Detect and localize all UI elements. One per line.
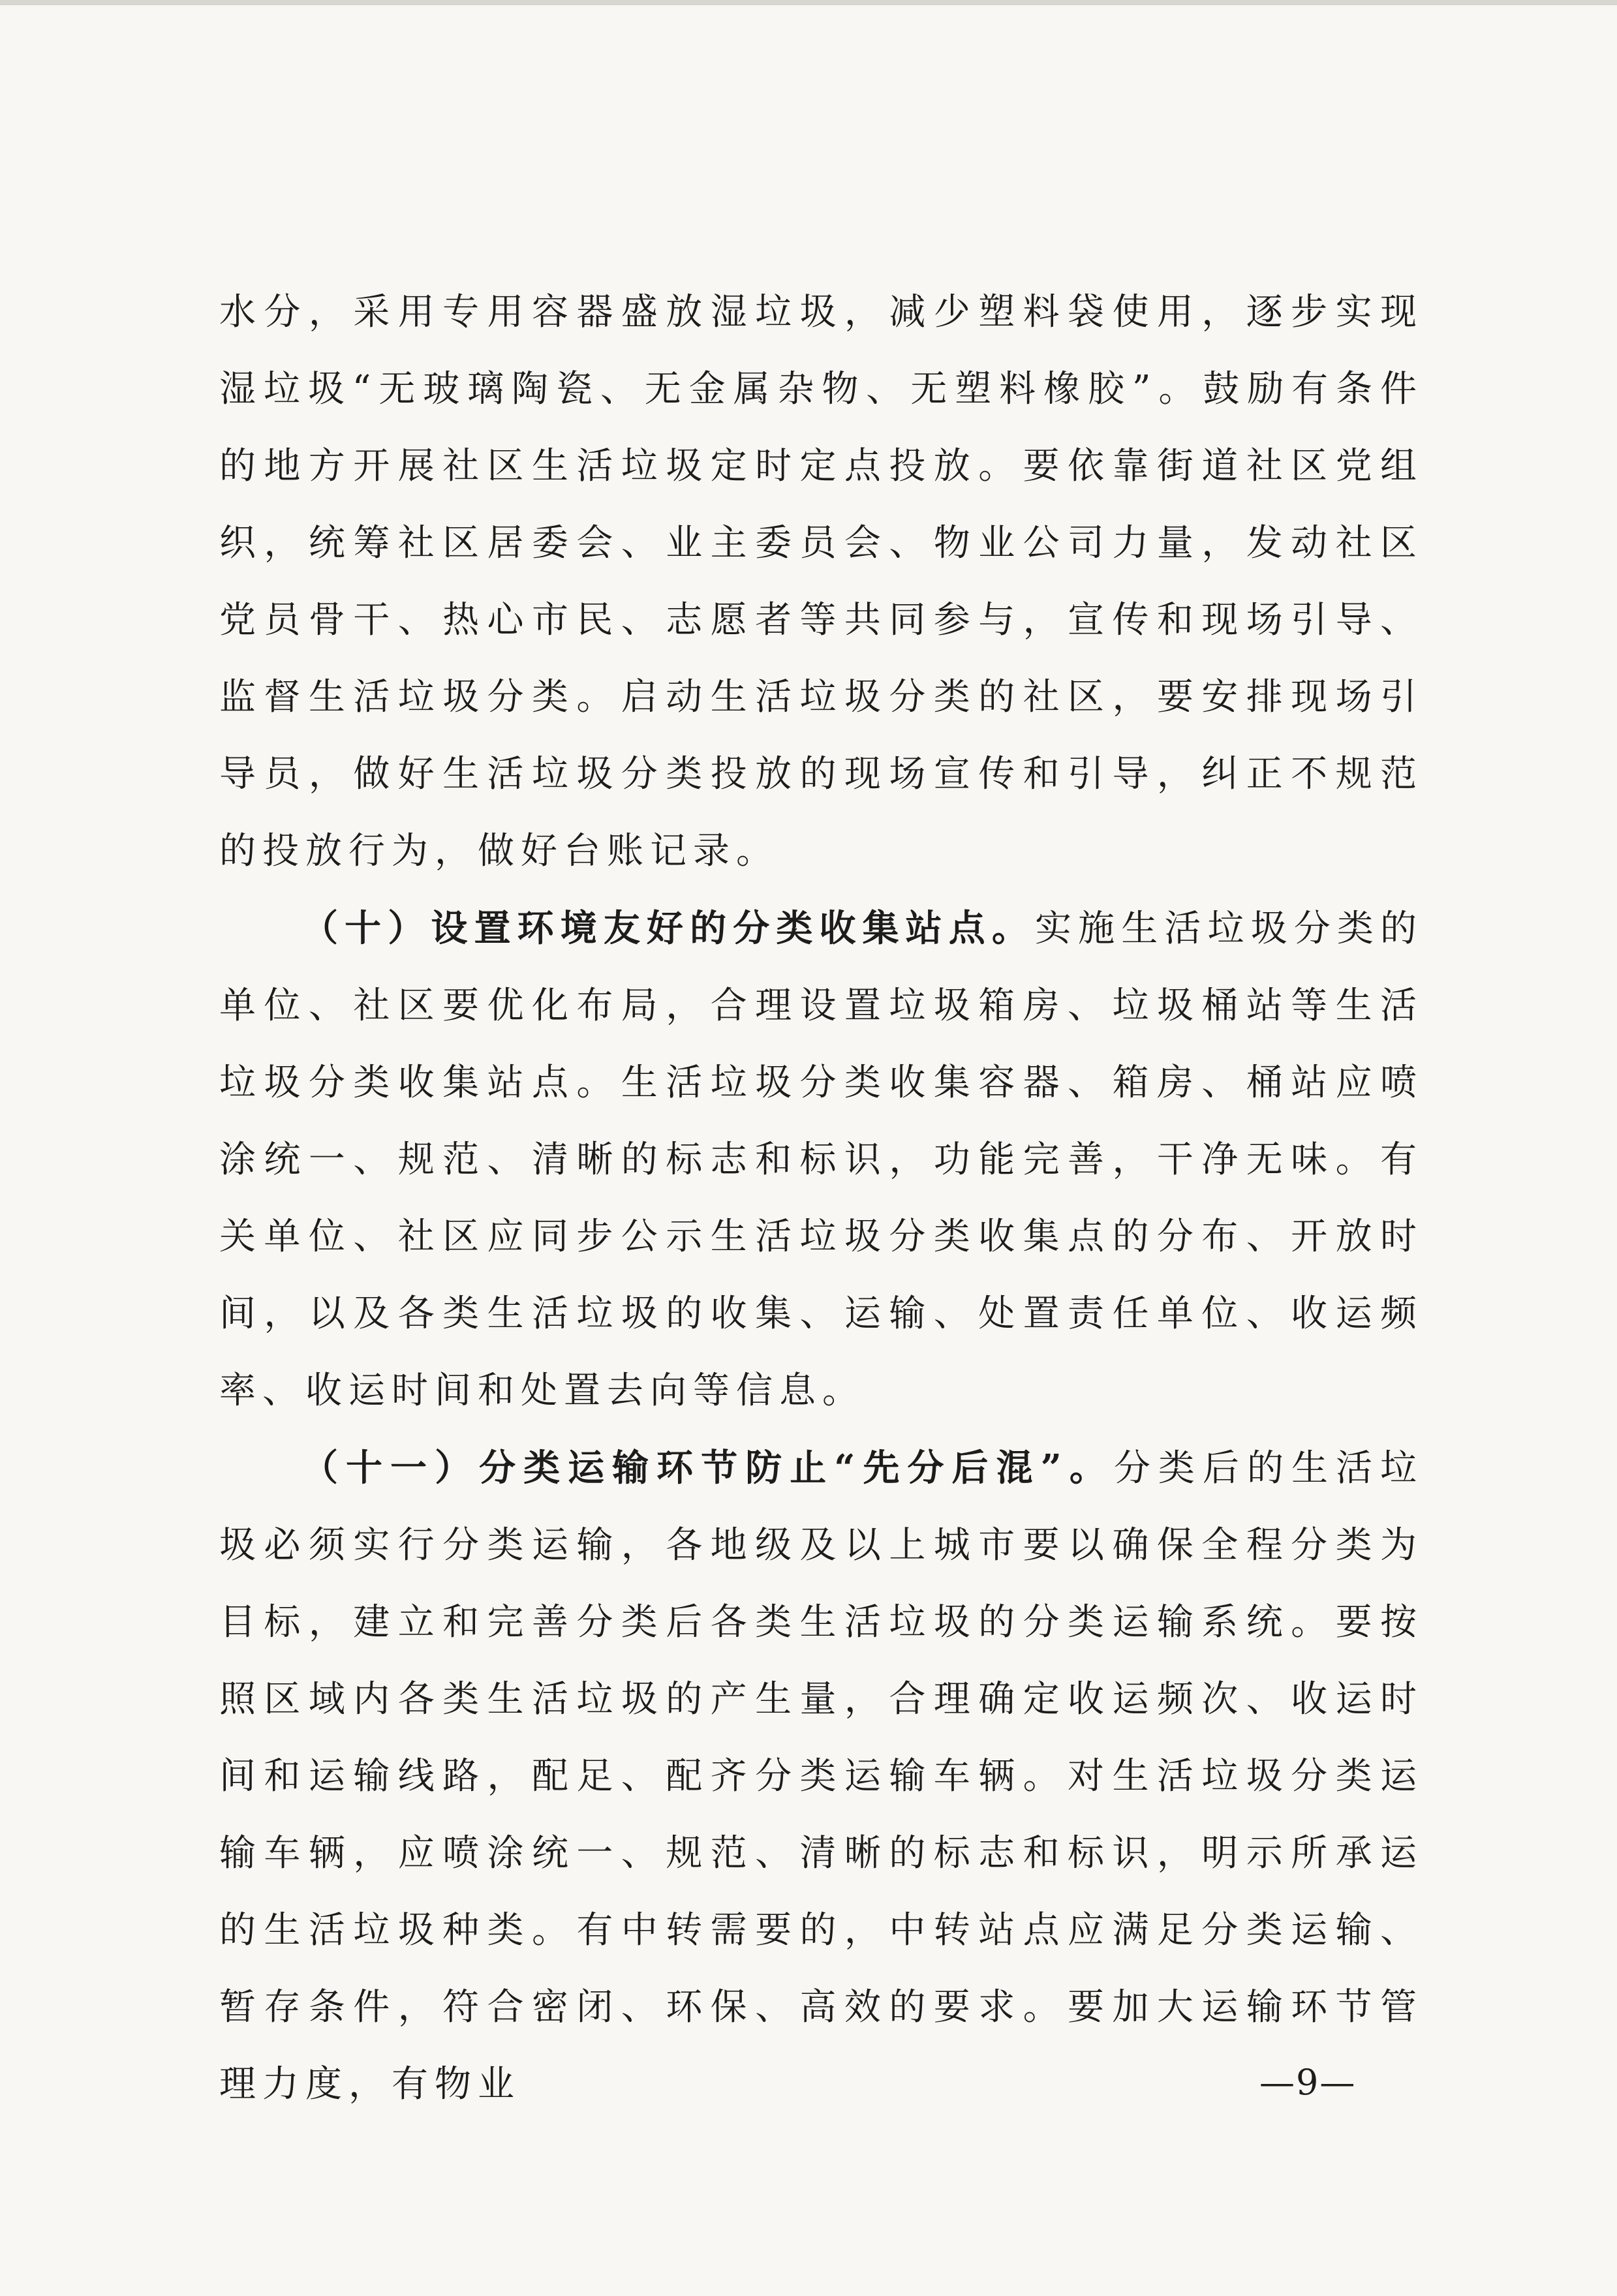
paragraph-2-text: 实施生活垃圾分类的单位、社区要优化布局，合理设置垃圾箱房、垃圾桶站等生活垃圾分类收集站点。生活垃圾分类收集容器、箱房、桶站应喷涂统一、规范、清晰的标志和标识，功能完善，干净无味。有关单位、社区应同步公示生活垃圾分类收集点的分布、开放时间，以及各类生活垃圾的收集、运输、处置责任单位、收运频率、收运时间和处置去向等信息。 [219,908,1424,1412]
paragraph-1 [219,274,1423,890]
body-text [219,274,1423,2123]
paragraph-3-text: 分类后的生活垃圾必须实行分类运输，各地级及以上城市要以确保全程分类为目标，建立和完善分类后各类生活垃圾的分类运输系统。要按照区域内各类生活垃圾的产生量，合理确定收运频次、收运时间和运输线路，配足、配齐分类运输车辆。对生活垃圾分类运输车辆，应喷涂统一、规范、清晰的标志和标识，明示所承运的生活垃圾种类。有中转需要的，中转站点应满足分类运输、暂存条件，符合密闭、环保、高效的要求。要加大运输环节管理力度，有物业 [219,1447,1424,2105]
paragraph-2 [219,890,1423,1430]
page-number: —9— [1259,2062,1357,2103]
paragraph-1-text: 水分，采用专用容器盛放湿垃圾，减少塑料袋使用，逐步实现湿垃圾“无玻璃陶瓷、无金属杂物、无塑料橡胶”。鼓励有条件的地方开展社区生活垃圾定时定点投放。要依靠街道社区党组织，统筹社区居委会、业主委员会、物业公司力量，发动社区党员骨干、热心市民、志愿者等共同参与，宣传和现场引导、监督生活垃圾分类。启动生活垃圾分类的社区，要安排现场引导员，做好生活垃圾分类投放的现场宣传和引导，纠正不规范的投放行为，做好台账记录。 [219,291,1423,872]
scan-top-edge [0,0,1617,5]
section-heading-11: （十一）分类运输环节防止“先分后混”。 [301,1446,1114,1490]
paragraph-3 [219,1430,1423,2123]
section-heading-10: （十）设置环境友好的分类收集站点。 [301,907,1036,950]
